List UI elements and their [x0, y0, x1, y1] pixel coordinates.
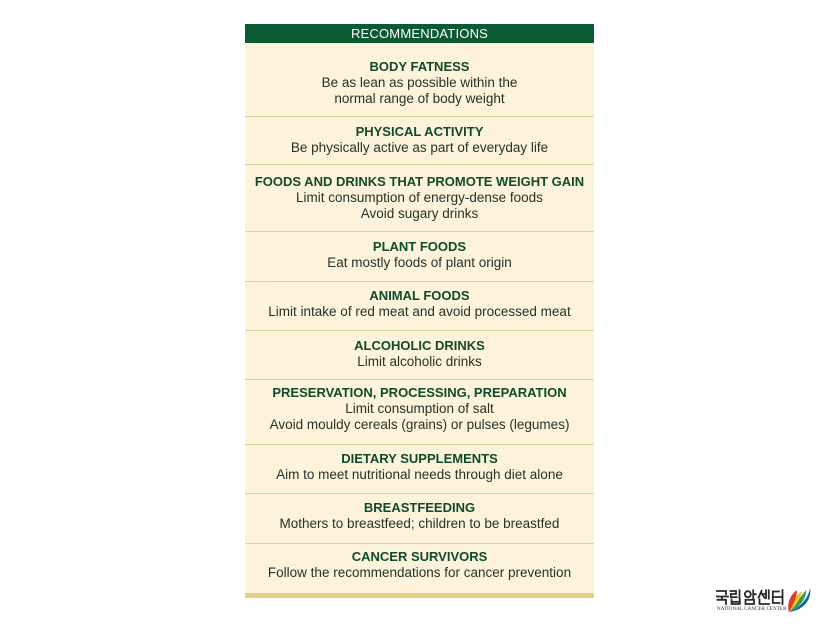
recommendation-title: BREASTFEEDING — [363, 500, 476, 515]
recommendation-text: Limit consumption of energy-dense foods — [296, 190, 543, 205]
recommendation-text: normal range of body weight — [334, 91, 505, 106]
recommendation-text: Avoid sugary drinks — [360, 206, 479, 221]
multicolor-leaf-emblem-icon — [786, 586, 812, 614]
table-bottom-bar — [245, 593, 594, 598]
recommendation-text: Be physically active as part of everyday life — [290, 140, 549, 155]
recommendation-row-dietary-supplements — [245, 444, 594, 493]
recommendation-title: PHYSICAL ACTIVITY — [355, 124, 484, 139]
recommendation-row-cancer-survivors — [245, 543, 594, 593]
recommendation-title: ANIMAL FOODS — [369, 288, 470, 303]
recommendation-row-preservation — [245, 379, 594, 444]
recommendation-text: Limit alcoholic drinks — [357, 354, 482, 369]
recommendation-title: PRESERVATION, PROCESSING, PREPARATION — [272, 385, 567, 400]
recommendation-text: Limit intake of red meat and avoid processed meat — [268, 304, 571, 319]
recommendation-row-breastfeeding — [245, 493, 594, 543]
recommendation-row-alcoholic-drinks — [245, 330, 594, 379]
table-header: RECOMMENDATIONS — [245, 24, 594, 43]
recommendation-row-plant-foods — [245, 231, 594, 281]
recommendation-title: FOODS AND DRINKS THAT PROMOTE WEIGHT GAIN — [254, 174, 585, 189]
recommendation-row-physical-activity — [245, 116, 594, 164]
recommendation-title: DIETARY SUPPLEMENTS — [341, 451, 498, 466]
recommendation-text: Aim to meet nutritional needs through diet alone — [276, 467, 563, 482]
recommendation-text: Limit consumption of salt — [345, 401, 494, 416]
recommendations-table — [245, 24, 594, 598]
logo-wordmark-korean — [716, 589, 786, 605]
recommendation-title: ALCOHOLIC DRINKS — [354, 338, 485, 353]
recommendation-title: CANCER SURVIVORS — [351, 549, 488, 564]
recommendation-text: Be as lean as possible within the — [321, 75, 518, 90]
recommendation-row-body-fatness — [245, 43, 594, 116]
recommendation-text: Avoid mouldy cereals (grains) or pulses (legumes) — [269, 417, 570, 432]
recommendation-text: Follow the recommendations for cancer prevention — [267, 565, 572, 580]
recommendation-row-animal-foods — [245, 281, 594, 330]
recommendation-row-foods-and-drinks — [245, 164, 594, 231]
recommendation-text: Eat mostly foods of plant origin — [327, 255, 512, 270]
recommendation-text: Mothers to breastfeed; children to be breastfed — [279, 516, 560, 531]
logo-wordmark-english: NATIONAL CANCER CENTER — [717, 607, 787, 612]
recommendation-title: PLANT FOODS — [372, 239, 467, 254]
recommendation-title: BODY FATNESS — [369, 59, 470, 74]
